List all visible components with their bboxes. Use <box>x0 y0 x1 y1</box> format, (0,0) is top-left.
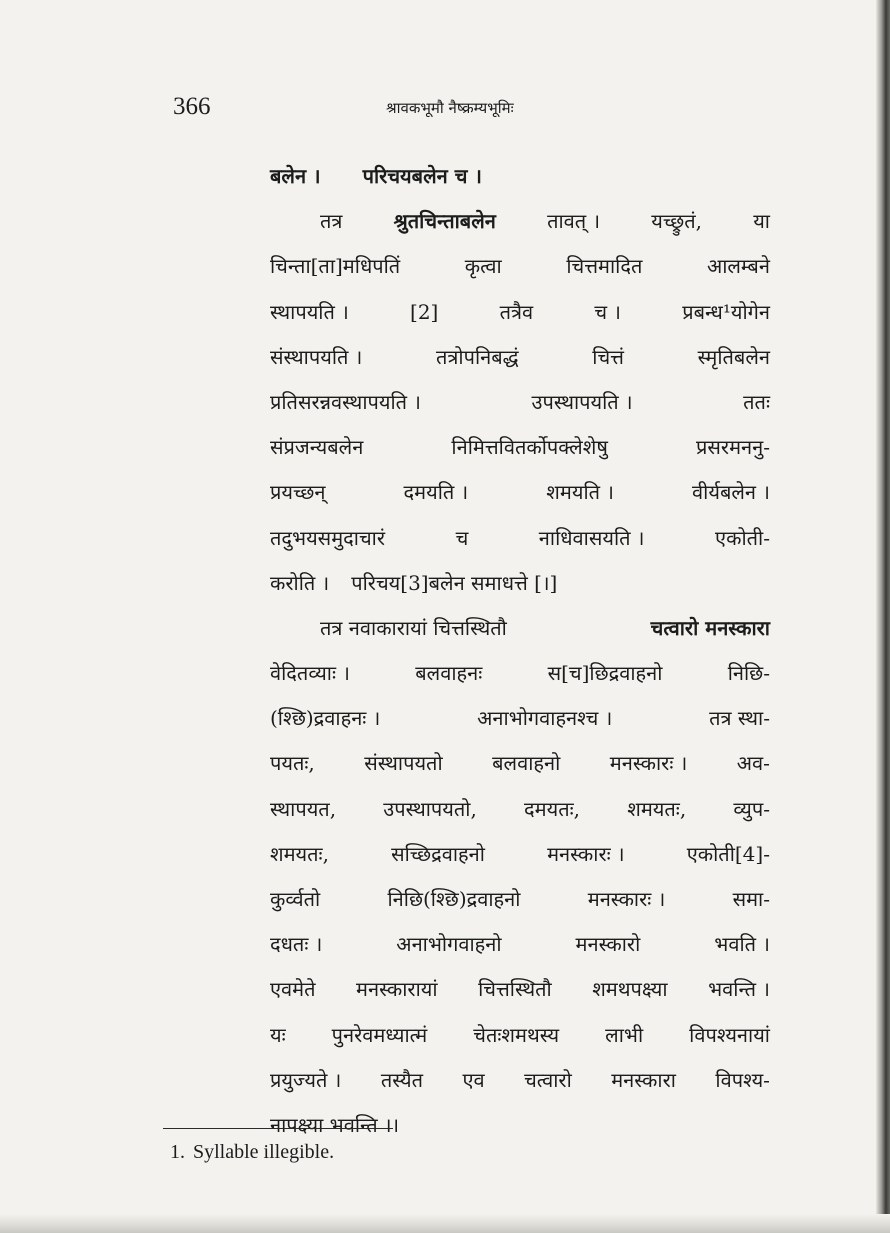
text-segment: तस्यैत <box>380 1067 423 1092</box>
text-segment: निछि- <box>727 661 770 686</box>
text-segment: शमयति । <box>546 480 614 505</box>
footnote-text: Syllable illegible. <box>193 1141 335 1163</box>
text-line <box>270 380 770 425</box>
text-segment: करोति । <box>270 570 330 595</box>
text-segment: उपस्थापयति । <box>531 389 633 414</box>
text-segment: विपश्य- <box>715 1067 770 1092</box>
text-segment: या <box>753 209 770 234</box>
text-segment: प्रसरमननु- <box>695 435 770 460</box>
text-segment: यः <box>270 1022 286 1047</box>
page-number: 366 <box>173 93 211 120</box>
text-segment: स्थापयति । <box>270 299 349 324</box>
text-segment: तत्रोपनिबद्धं <box>435 344 519 369</box>
text-segment: दधतः । <box>270 932 323 957</box>
text-segment: तत्र स्था- <box>709 706 770 731</box>
text-segment: तत्र <box>320 209 343 234</box>
text-segment: व्युप- <box>733 796 770 821</box>
text-line <box>270 651 770 696</box>
text-segment: तत्र नवाकारायां चित्तस्थितौ <box>320 615 507 640</box>
text-line <box>270 877 770 922</box>
text-segment: तत्रैव <box>499 299 534 324</box>
text-segment: शमयतः, <box>627 796 687 821</box>
text-segment: अव- <box>736 751 770 776</box>
text-segment: तदुभयसमुदाचारं <box>270 525 386 550</box>
text-segment: स्मृतिबलेन <box>697 344 770 369</box>
text-line <box>270 335 770 380</box>
text-line <box>270 290 770 335</box>
text-segment: च <box>455 525 469 550</box>
text-line <box>270 244 770 289</box>
text-segment: विपश्यनायां <box>689 1022 770 1047</box>
text-segment: चित्तमादित <box>566 254 643 279</box>
footnote-number: 1. <box>170 1141 185 1163</box>
text-segment: मनस्कारो <box>575 932 641 957</box>
text-segment: एकोती- <box>715 525 770 550</box>
text-segment: दमयति । <box>403 480 469 505</box>
footnote <box>170 1141 334 1164</box>
text-segment: चत्वारो <box>524 1067 572 1092</box>
text-segment: संस्थापयतो <box>364 751 443 776</box>
text-line <box>270 696 770 741</box>
running-title: श्रावकभूमौ नैष्क्रम्यभूमिः <box>386 99 514 117</box>
text-line <box>270 741 770 786</box>
text-line <box>270 1013 770 1058</box>
text-line <box>270 787 770 832</box>
text-segment: चिन्ता[ता]मधिपतिं <box>270 254 401 279</box>
text-segment: प्रबन्ध¹योगेन <box>682 299 770 324</box>
text-segment: ततः <box>743 389 770 414</box>
text-line <box>270 922 770 967</box>
text-segment: एवमेते <box>270 977 316 1002</box>
text-line <box>270 1103 770 1148</box>
text-segment: पुनरेवमध्यात्मं <box>331 1022 428 1047</box>
text-segment: पयतः, <box>270 751 315 776</box>
text-segment: संप्रजन्यबलेन <box>270 435 364 460</box>
text-segment: अनाभोगवाहनो <box>396 932 502 957</box>
text-segment: मनस्कारः । <box>547 841 625 866</box>
text-segment: परिचय[3]बलेन समाधत्ते [।] <box>351 570 558 595</box>
text-segment: मनस्कारः । <box>609 751 688 776</box>
footnote-divider <box>163 1128 393 1129</box>
text-segment: [2] <box>410 299 439 324</box>
text-segment: प्रतिसरन्नवस्थापयति । <box>270 389 421 414</box>
text-segment: मनस्कारायां <box>356 977 438 1002</box>
text-segment: मनस्कारः । <box>587 887 666 911</box>
text-segment: वीर्यबलेन । <box>692 480 770 505</box>
text-line <box>270 516 770 561</box>
text-segment: अनाभोगवाहनश्च । <box>477 706 613 731</box>
text-segment: प्रयुज्यते । <box>270 1067 342 1092</box>
text-line <box>270 199 770 244</box>
text-line <box>270 606 770 651</box>
text-segment: शमथपक्ष्या <box>592 977 668 1002</box>
text-segment: कुर्व्वतो <box>270 887 321 911</box>
text-segment: दमयतः, <box>524 796 581 821</box>
text-segment: भवन्ति । <box>708 977 770 1002</box>
text-line <box>270 561 770 606</box>
text-line <box>270 154 770 199</box>
text-segment: यच्छ्रुतं, <box>651 209 703 234</box>
text-line <box>270 425 770 470</box>
text-segment: कृत्वा <box>464 254 502 279</box>
text-segment: निमित्तवितर्कोपक्लेशेषु <box>451 435 608 460</box>
page-binding-edge <box>876 0 890 1233</box>
text-segment: नाधिवासयति । <box>538 525 645 550</box>
text-segment: बलवाहनः <box>415 661 483 686</box>
text-segment: स[च]छिद्रवाहनो <box>547 661 663 686</box>
text-segment: परिचयबलेन च । <box>362 164 482 188</box>
text-segment: निछि(श्छि)द्रवाहनो <box>387 887 521 911</box>
text-line <box>270 967 770 1012</box>
text-segment: वेदितव्याः । <box>270 661 350 686</box>
text-segment: चत्वारो मनस्कारा <box>650 615 770 640</box>
text-segment: समा- <box>732 887 770 911</box>
text-segment: श्रुतचिन्ताबलेन <box>393 209 496 234</box>
text-segment: चेतःशमथस्य <box>473 1022 560 1047</box>
page-bottom-edge <box>0 1214 890 1233</box>
text-segment: (श्छि)द्रवाहनः । <box>270 706 381 731</box>
text-segment: स्थापयत, <box>270 796 337 821</box>
text-segment: संस्थापयति । <box>270 344 363 369</box>
main-text <box>270 154 770 1148</box>
text-segment: चित्तस्थितौ <box>478 977 552 1002</box>
text-line <box>270 470 770 515</box>
text-segment: तावत् । <box>547 209 601 234</box>
text-segment: एव <box>462 1067 485 1092</box>
text-segment: प्रयच्छन् <box>270 480 326 505</box>
text-segment: चित्तं <box>592 344 624 369</box>
text-line <box>270 1058 770 1103</box>
text-segment: बलेन । <box>270 164 321 188</box>
text-segment: च । <box>594 299 621 324</box>
text-segment: उपस्थापयतो, <box>383 796 477 821</box>
text-segment: भवति । <box>714 932 770 957</box>
text-segment: आलम्बने <box>706 254 770 279</box>
text-segment: एकोती[4]- <box>686 841 770 866</box>
text-segment: मनस्कारा <box>611 1067 676 1092</box>
text-line <box>270 832 770 877</box>
text-segment: लाभी <box>605 1022 644 1047</box>
text-segment: सच्छिद्रवाहनो <box>391 841 485 866</box>
text-segment: शमयतः, <box>270 841 329 866</box>
text-segment: नापक्ष्या भवन्ति ।। <box>270 1112 400 1137</box>
text-segment: बलवाहनो <box>492 751 561 776</box>
